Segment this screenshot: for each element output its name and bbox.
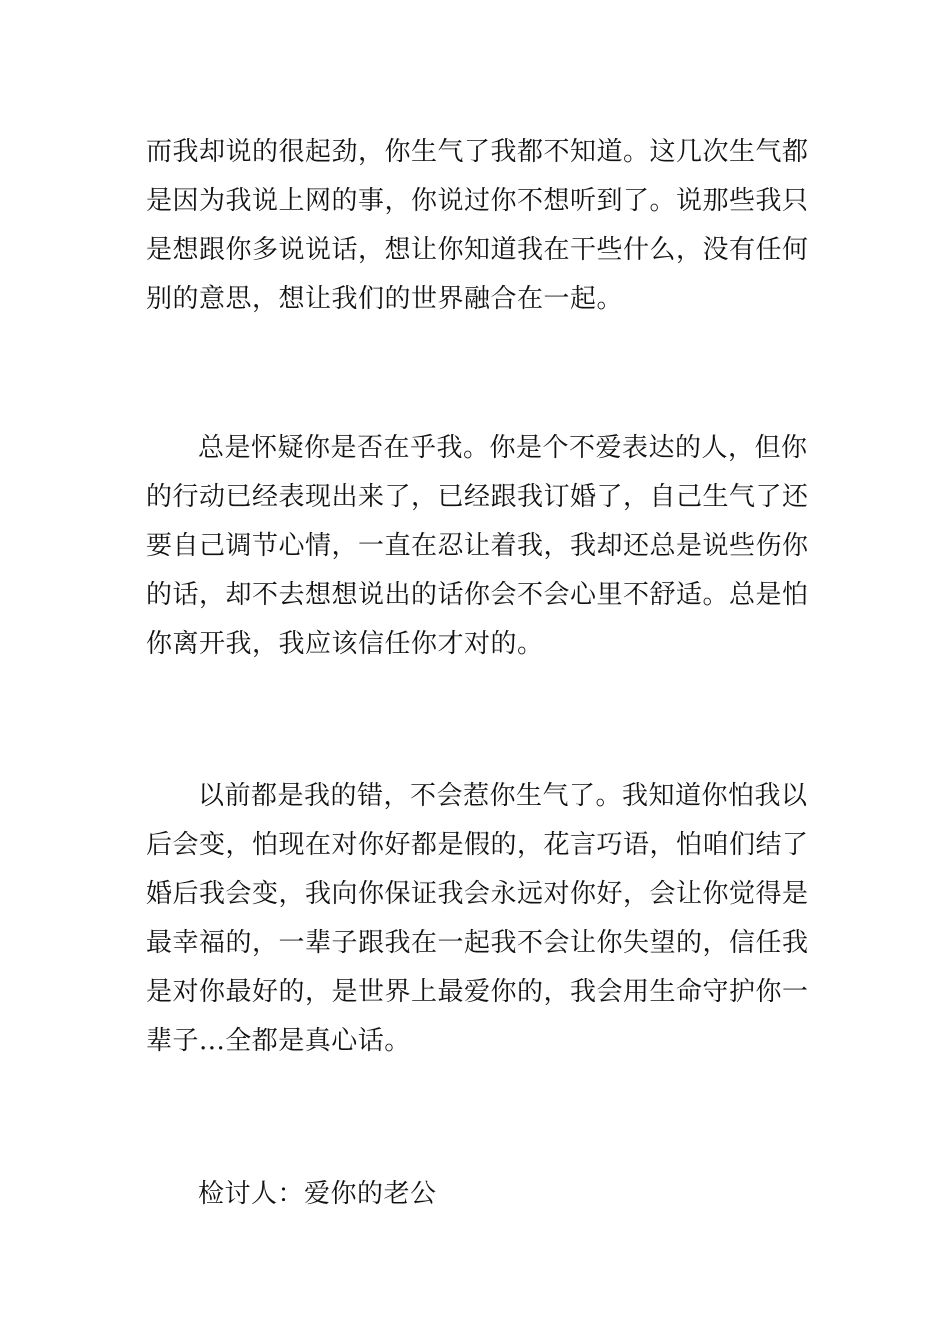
paragraph-line: 的行动已经表现出来了，已经跟我订婚了，自己生气了还 <box>146 482 809 512</box>
paragraph-3 <box>146 772 809 1066</box>
paragraph-line: 别的意思，想让我们的世界融合在一起。 <box>146 284 624 314</box>
paragraph-line: 是因为我说上网的事，你说过你不想听到了。说那些我只 <box>146 186 809 216</box>
paragraph-line: 以前都是我的错，不会惹你生气了。我知道你怕我以 <box>198 781 808 811</box>
paragraph-2 <box>146 424 809 669</box>
paragraph-line: 后会变，怕现在对你好都是假的，花言巧语，怕咱们结了 <box>146 830 809 860</box>
signature-block <box>146 1170 806 1219</box>
paragraph-line: 你离开我，我应该信任你才对的。 <box>146 629 544 659</box>
paragraph-1 <box>146 128 809 324</box>
paragraph-line: 要自己调节心情，一直在忍让着我，我却还总是说些伤你 <box>146 531 809 561</box>
signature: 检讨人：爱你的老公 <box>198 1179 437 1209</box>
paragraph-line: 的话，却不去想想说出的话你会不会心里不舒适。总是怕 <box>146 580 809 610</box>
paragraph-line: 最幸福的，一辈子跟我在一起我不会让你失望的，信任我 <box>146 928 809 958</box>
paragraph-line: 是想跟你多说说话，想让你知道我在干些什么，没有任何 <box>146 235 809 265</box>
paragraph-line: 总是怀疑你是否在乎我。你是个不爱表达的人，但你 <box>198 433 808 463</box>
paragraph-line: 而我却说的很起劲，你生气了我都不知道。这几次生气都 <box>146 137 809 167</box>
paragraph-line: 婚后我会变，我向你保证我会永远对你好，会让你觉得是 <box>146 879 809 909</box>
paragraph-line: 辈子...全都是真心话。 <box>146 1026 411 1056</box>
paragraph-line: 是对你最好的，是世界上最爱你的，我会用生命守护你一 <box>146 977 809 1007</box>
